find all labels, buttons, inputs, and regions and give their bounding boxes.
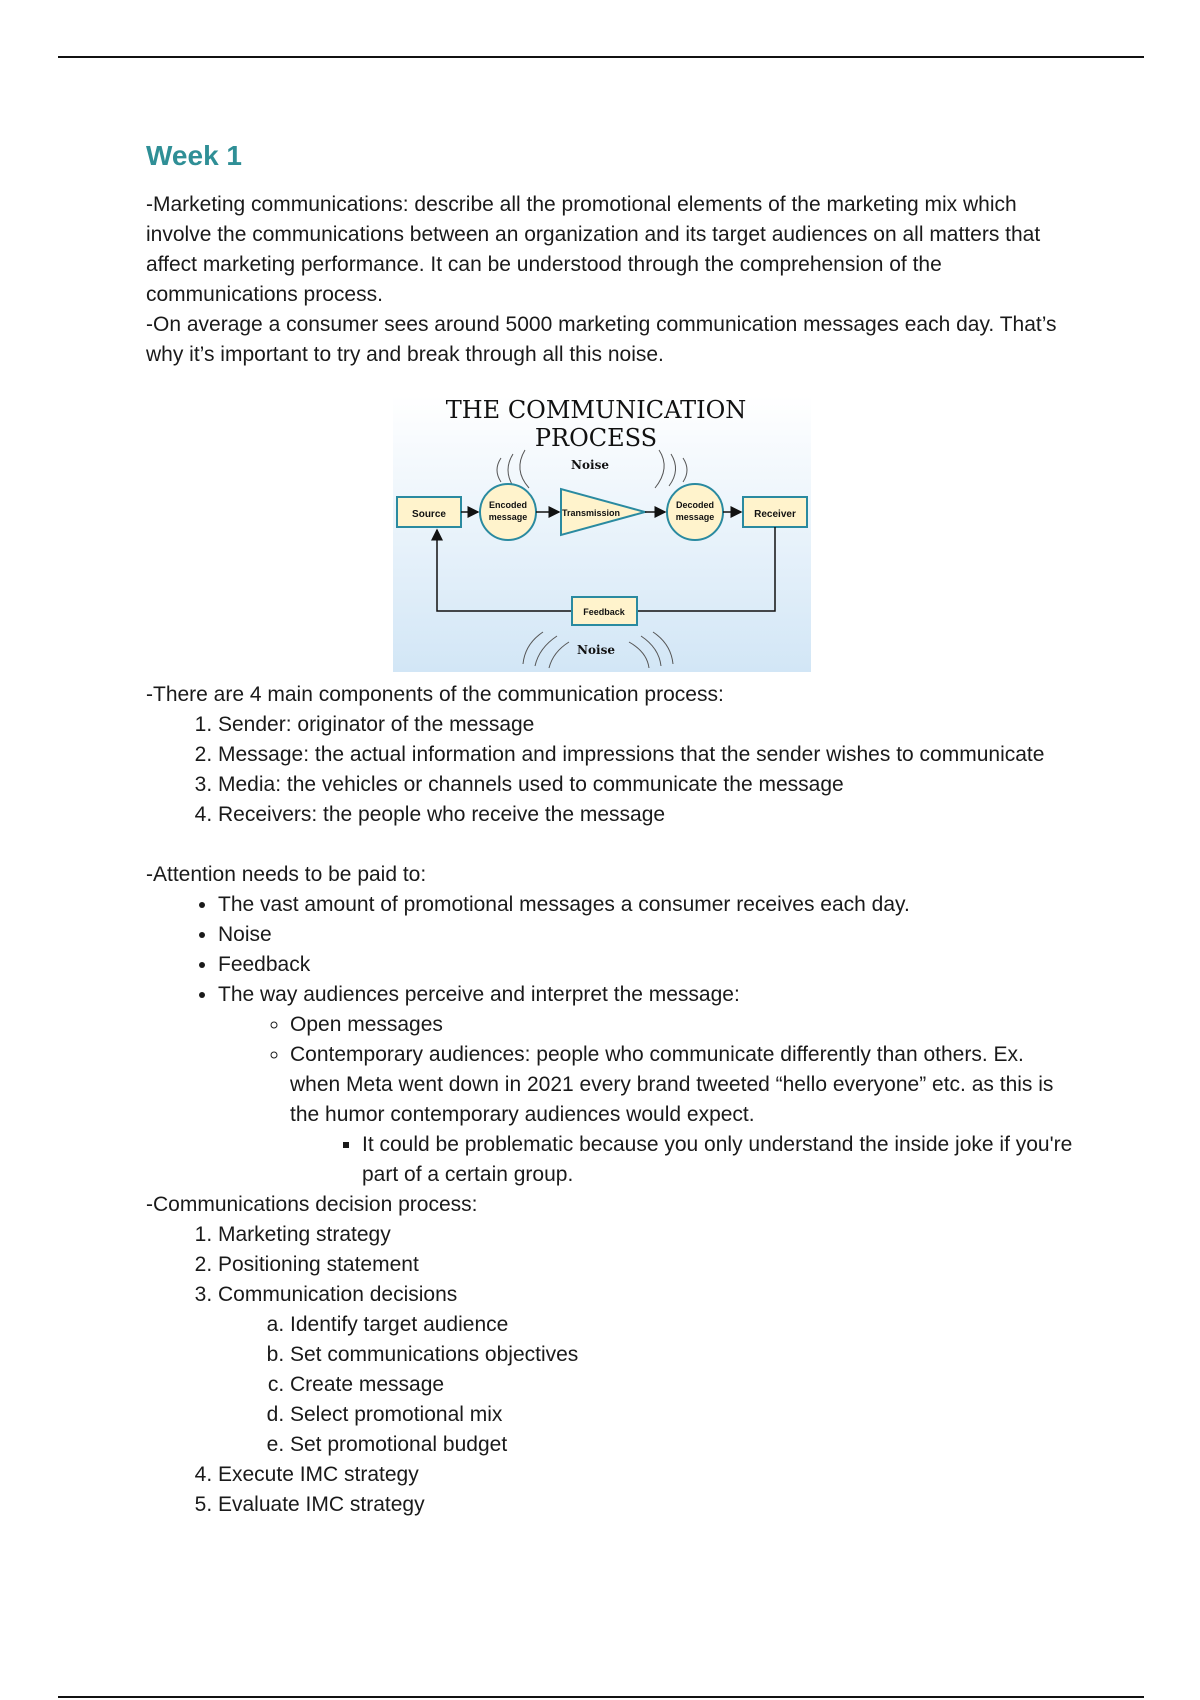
decision-process-list xyxy=(146,1220,1076,1520)
components-list xyxy=(146,710,1076,830)
transmission-label: Transmission xyxy=(561,508,621,518)
list-item-text: Communication decisions xyxy=(218,1283,458,1306)
feedback-label: Feedback xyxy=(583,607,625,617)
noise-label-top: Noise xyxy=(571,458,609,472)
list-item: c. Create message xyxy=(290,1370,1076,1400)
list-item: 1. Sender: originator of the message xyxy=(218,710,1076,740)
list-item: 2. Positioning statement xyxy=(218,1250,1076,1280)
list-item: d. Select promotional mix xyxy=(290,1400,1076,1430)
list-item: e. Set promotional budget xyxy=(290,1430,1076,1460)
decision-sub-list xyxy=(218,1310,1076,1460)
list-item xyxy=(290,1040,1076,1190)
list-item: 3. Media: the vehicles or channels used to communicate the message xyxy=(218,770,1076,800)
attention-sub-list xyxy=(218,1010,1076,1190)
list-item: • The vast amount of promotional messages a consumer receives each day. xyxy=(218,890,1076,920)
decoded-label-line1: Decoded xyxy=(675,500,715,510)
noise-label-bottom: Noise xyxy=(577,643,615,657)
attention-sub-sub-list xyxy=(290,1130,1076,1190)
top-rule xyxy=(58,56,1144,58)
diagram-title-line1: THE COMMUNICATION xyxy=(445,396,747,424)
source-label: Source xyxy=(412,509,446,520)
list-item: 5. Evaluate IMC strategy xyxy=(218,1490,1076,1520)
paragraph-marketing-communications: -Marketing communications: describe all the promotional elements of the marketing mix which involve the communications between an organization and its target audiences on all matters that affect marketing performance. It can be understood through the comprehension of the communications process. xyxy=(146,193,1041,306)
paragraph-consumer-messages: -On average a consumer sees around 5000 marketing communication messages each day. That’s why it’s important to try and break through all this noise. xyxy=(146,313,1057,366)
list-item xyxy=(218,1280,1076,1460)
list-item: 1. Marketing strategy xyxy=(218,1220,1076,1250)
list-item: a. Identify target audience xyxy=(290,1310,1076,1340)
list-item: ▪ It could be problematic because you only understand the inside joke if you're part of a certain group. xyxy=(362,1130,1076,1190)
page-heading: Week 1 xyxy=(146,140,242,171)
page-content xyxy=(146,140,1076,1520)
communication-process-diagram xyxy=(393,396,811,672)
encoded-label-line1: Encoded xyxy=(488,500,528,510)
components-intro: -There are 4 main components of the communication process: xyxy=(146,683,724,706)
receiver-label: Receiver xyxy=(754,509,796,520)
list-item: b. Set communications objectives xyxy=(290,1340,1076,1370)
list-item: • Feedback xyxy=(218,950,1076,980)
bottom-rule xyxy=(58,1696,1144,1698)
list-item: 4. Receivers: the people who receive the message xyxy=(218,800,1076,830)
diagram-title-line2: PROCESS xyxy=(534,424,658,452)
list-item: ◦ Open messages xyxy=(290,1010,1076,1040)
list-item: • Noise xyxy=(218,920,1076,950)
decision-process-intro: -Communications decision process: xyxy=(146,1193,478,1216)
list-item: 4. Execute IMC strategy xyxy=(218,1460,1076,1490)
decoded-label-line2: message xyxy=(675,512,715,522)
attention-list xyxy=(146,890,1076,1190)
attention-intro: -Attention needs to be paid to: xyxy=(146,863,427,886)
list-item-text: Contemporary audiences: people who communicate differently than others. Ex. when Meta went down in 2021 every brand tweeted “hello everyone” etc. as this is the humor contemporary audiences would expect. xyxy=(290,1043,1054,1126)
list-item: 2. Message: the actual information and impressions that the sender wishes to communicate xyxy=(218,740,1076,770)
spacer xyxy=(146,830,1076,860)
encoded-label-line2: message xyxy=(488,512,528,522)
list-item xyxy=(218,980,1076,1190)
diagram-canvas xyxy=(393,396,811,672)
list-item-text: The way audiences perceive and interpret the message: xyxy=(218,983,740,1006)
